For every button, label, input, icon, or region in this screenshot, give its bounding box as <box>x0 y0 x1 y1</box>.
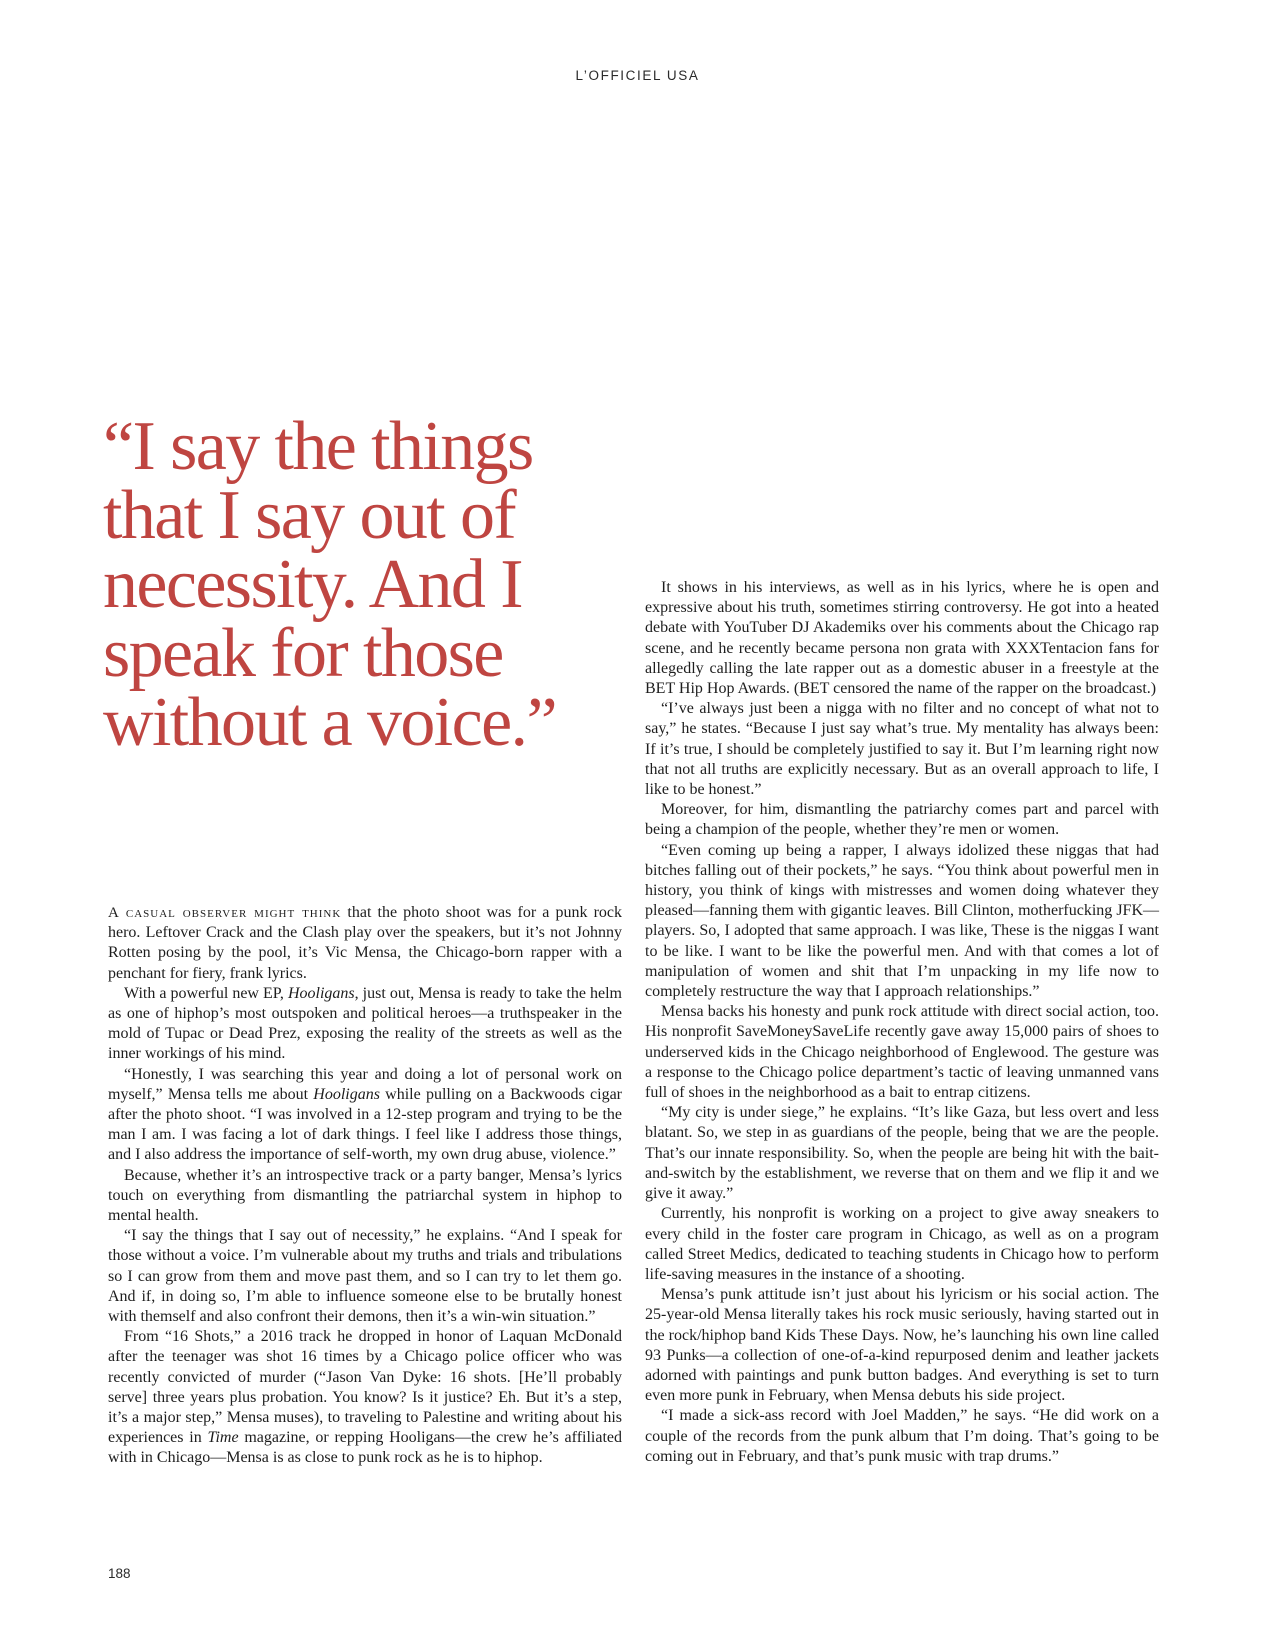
ep-title: Hooligans <box>287 984 355 1002</box>
paragraph: It shows in his interviews, as well as in his lyrics, where he is open and expressive about his truth, sometimes stirring controversy. He got into a heated debate with YouTuber DJ Akademiks over his comments about the Chicago rap scene, and he recently became persona non grata with XXXTentacion fans for allegedly calling the late rapper out as a domestic abuser in a freestyle at the BET Hip Hop Awards. (BET censored the name of the rapper on the broadcast.) <box>645 579 1159 698</box>
paragraph-text: “Honestly, I was searching this year and doing a lot of personal work on myself,” Mensa tells me about <box>108 1065 622 1103</box>
paragraph <box>108 984 622 1065</box>
paragraph: Because, whether it’s an introspective track or a party banger, Mensa’s lyrics touch on everything from dismantling the patriarchal system in hiphop to mental health. <box>108 1166 622 1225</box>
paragraph: Moreover, for him, dismantling the patriarchy comes part and parcel with being a champion of the people, whether they’re men or women. <box>645 801 1159 839</box>
paragraph-text: that the photo shoot was for a punk rock hero. Leftover Crack and the Clash play over the speakers, but it’s not Johnny Rotten posing by the pool, it’s Vic Mensa, the Chicago-born rapper with a penchant for fiery, frank lyrics. <box>108 904 622 982</box>
paragraph: Mensa backs his honesty and punk rock attitude with direct social action, too. His nonprofit SaveMoneySaveLife recently gave away 15,000 pairs of shoes to underserved kids in the Chicago neighborhood of Englewood. The gesture was a response to the Chicago police department’s tactic of leaving unmanned vans full of shoes in the neighborhood as a bait to entrap citizens. <box>645 1003 1159 1102</box>
paragraph: “I’ve always just been a nigga with no filter and no concept of what not to say,” he states. “Because I just say what’s true. My mentality has always been: If it’s true, I should be completely justified to say it. But I’m learning right now that not all truths are explicitly necessary. But as an overall approach to life, I like to be honest.” <box>645 700 1159 799</box>
article-column-left <box>108 903 622 1469</box>
paragraph-text: magazine, or repping Hooligans—the crew he’s affiliated with in Chicago—Mensa is as close to punk rock as he is to hiphop. <box>108 1429 623 1467</box>
ep-title: Hooligans <box>313 1085 380 1103</box>
paragraph: Currently, his nonprofit is working on a project to give away sneakers to every child in the foster care program in Chicago, as well as on a program called Street Medics, dedicated to teaching students in Chicago how to perform life-saving measures in the instance of a shooting. <box>645 1205 1159 1283</box>
paragraph: Mensa’s punk attitude isn’t just about his lyricism or his social action. The 25-year-old Mensa literally takes his rock music seriously, having started out in the rock/hiphop band Kids These Days. Now, he’s launching his own line called 93 Punks—a collection of one-of-a-kind repurposed denim and leather jackets adorned with paintings and punk button badges. And everything is set to turn even more punk in February, when Mensa debuts his side project. <box>645 1286 1159 1405</box>
paragraph <box>108 1065 622 1166</box>
paragraph-text: From “16 Shots,” a 2016 track he dropped in honor of Laquan McDonald after the teenager was shot 16 times by a Chicago police officer who was recently convicted of murder (“Jason Van Dyke: 16 shots. [He’ll probably serve] three years plus probation. You know? Is it justice? Eh. But it’s a step, it’s a major step,” Mensa muses), to traveling to Palestine and writing about his experiences in <box>108 1328 622 1447</box>
lead-in: A casual observer might think <box>108 905 342 921</box>
paragraph: “Even coming up being a rapper, I always idolized these niggas that had bitches falling out of their pockets,” he says. “You think about powerful men in history, you think of kings with mistresses and women doing whatever they pleased—fanning them with gigantic leaves. Bill Clinton, motherfucking JFK—players. So, I adopted that same approach. I was like, These is the niggas I want to be like. I want to be like the powerful men. And with that comes a lot of manipulation of women and shit that I’m unpacking in my life now to completely restructure the way that I approach relationships.” <box>645 841 1159 1001</box>
paragraph-text: With a powerful new EP, <box>124 984 288 1002</box>
paragraph: “I say the things that I say out of necessity,” he explains. “And I speak for those without a voice. I’m vulnerable about my truths and trials and tribulations so I can grow from them and move past them, and so I can try to let them go. And if, in doing so, I’m able to influence someone else to be brutally honest with themself and also confront their demons, then it’s a win-win situation.” <box>108 1227 622 1326</box>
article-column-right <box>645 578 1159 1467</box>
paragraph-text: while pulling on a Backwoods cigar after the photo shoot. “I was involved in a 12-step program and trying to be the man I am. I was facing a lot of dark things. I feel like I address those things, and I also address the importance of self-worth, my own drug abuse, violence.” <box>108 1085 622 1164</box>
masthead: L’OFFICIEL USA <box>575 68 700 83</box>
paragraph: “My city is under siege,” he explains. “It’s like Gaza, but less overt and less blatant. So, we step in as guardians of the people, being that we are the people. That’s our innate responsibility. So, when the people are being hit with the bait-and-switch by the establishment, we reverse that on them and we flip it and we give it away.” <box>645 1104 1159 1203</box>
magazine-title: Time <box>207 1429 239 1447</box>
page-number: 188 <box>108 1566 131 1581</box>
pull-quote: “I say the things that I say out of necessity. And I speak for those without a voice.” <box>103 408 556 761</box>
paragraph: “I made a sick-ass record with Joel Madden,” he says. “He did work on a couple of the records from the punk album that I’m doing. That’s going to be coming out in February, and that’s punk music with trap drums.” <box>645 1407 1159 1465</box>
paragraph <box>108 903 622 984</box>
paragraph-text: , just out, Mensa is ready to take the helm as one of hiphop’s most outspoken and political heroes—a truthspeaker in the mold of Tupac or Dead Prez, exposing the reality of the streets as well as the inner workings of his mind. <box>108 984 623 1063</box>
paragraph <box>108 1327 622 1468</box>
